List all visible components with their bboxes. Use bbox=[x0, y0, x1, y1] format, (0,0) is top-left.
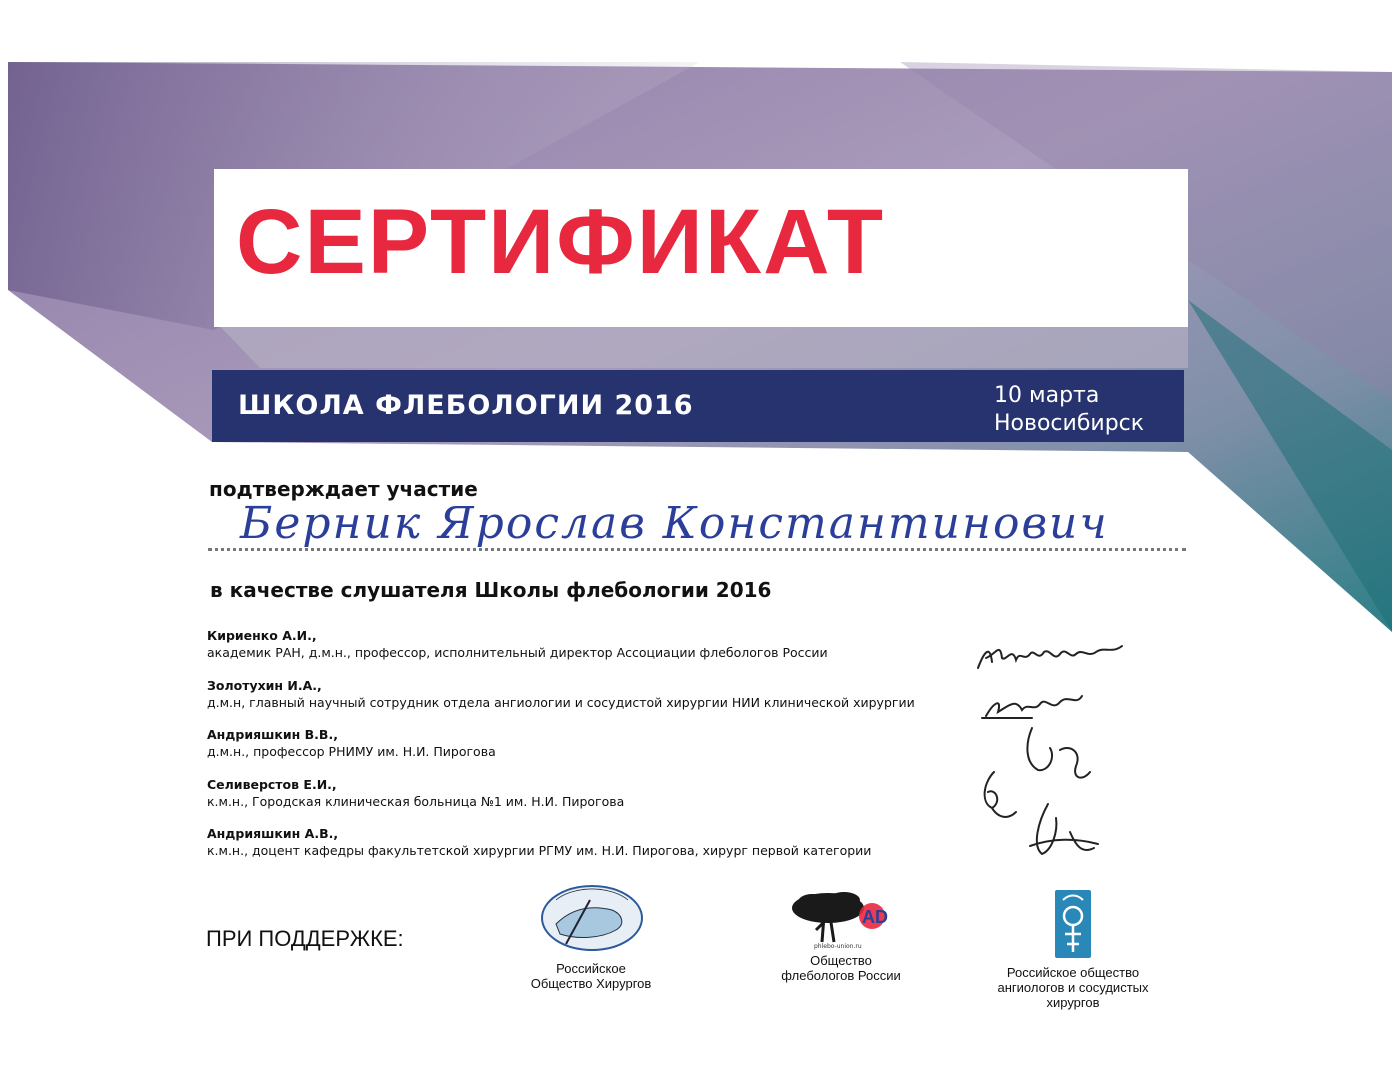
certificate-title: СЕРТИФИКАТ bbox=[236, 191, 886, 293]
logo-caption-line: флебологов России bbox=[781, 968, 901, 983]
angiology-society-block bbox=[994, 888, 1152, 1010]
logo-caption-line: Российское общество bbox=[1006, 965, 1140, 980]
member-role: к.м.н., Городская клиническая больница №1 им. Н.И. Пирогова bbox=[207, 793, 625, 809]
event-date: 10 марта bbox=[994, 383, 1100, 408]
event-name: ШКОЛА ФЛЕБОЛОГИИ 2016 bbox=[238, 390, 694, 421]
logo-caption-line: ангиологов и сосудистых bbox=[997, 980, 1149, 995]
member-role: д.м.н, главный научный сотрудник отдела ангиологии и сосудистой хирургии НИИ клинической хирургии bbox=[207, 694, 915, 710]
committee-member bbox=[207, 777, 947, 827]
member-role: д.м.н., профессор РНИМУ им. Н.И. Пирогова bbox=[207, 744, 496, 759]
member-name: Андрияшкин А.В., bbox=[207, 826, 339, 841]
committee-member bbox=[207, 628, 947, 678]
committee-member bbox=[207, 727, 947, 777]
member-role: к.м.н., доцент кафедры факультетской хирургии РГМУ им. Н.И. Пирогова, хирург первой категории bbox=[207, 843, 872, 858]
signature-3 bbox=[1027, 728, 1090, 778]
phlebology-tree-logo bbox=[786, 886, 896, 950]
participant-name: Берник Ярослав Константинович bbox=[240, 498, 1109, 549]
phlebology-society-block bbox=[770, 886, 912, 983]
surgeons-society-logo bbox=[536, 880, 646, 958]
member-name: Кириенко А.И., bbox=[207, 628, 317, 643]
name-dotted-line bbox=[208, 548, 1186, 551]
surgeons-society-block bbox=[520, 880, 662, 991]
logo-caption-line: хирургов bbox=[1046, 995, 1100, 1010]
committee-member bbox=[207, 826, 947, 876]
member-name: Золотухин И.А., bbox=[207, 677, 322, 693]
signature-5 bbox=[1030, 804, 1098, 854]
signature-1 bbox=[978, 646, 1122, 668]
committee-list bbox=[207, 628, 947, 876]
svg-text:phlebo-union.ru: phlebo-union.ru bbox=[814, 943, 862, 950]
angiology-society-logo bbox=[1051, 888, 1095, 962]
signature-2 bbox=[982, 696, 1082, 718]
logo-caption-line: Российское bbox=[556, 961, 626, 976]
logo-caption-line: Общество Хирургов bbox=[530, 976, 652, 991]
member-name: Селиверстов Е.И., bbox=[207, 776, 337, 792]
svg-text:AD: AD bbox=[862, 907, 888, 927]
event-city: Новосибирск bbox=[994, 411, 1145, 436]
support-label: ПРИ ПОДДЕРЖКЕ: bbox=[206, 926, 404, 951]
logo-caption-line: Общество bbox=[810, 953, 872, 968]
confirms-label: подтверждает участие bbox=[209, 477, 478, 501]
role-text: в качестве слушателя Школы флебологии 2016 bbox=[210, 578, 772, 602]
committee-member bbox=[207, 678, 947, 728]
signature-4 bbox=[985, 772, 1016, 817]
event-date-location bbox=[994, 382, 1144, 438]
signatures-image bbox=[972, 632, 1142, 872]
member-role: академик РАН, д.м.н., профессор, исполнительный директор Ассоциации флебологов России bbox=[207, 645, 828, 660]
member-name: Андрияшкин В.В., bbox=[207, 727, 338, 742]
